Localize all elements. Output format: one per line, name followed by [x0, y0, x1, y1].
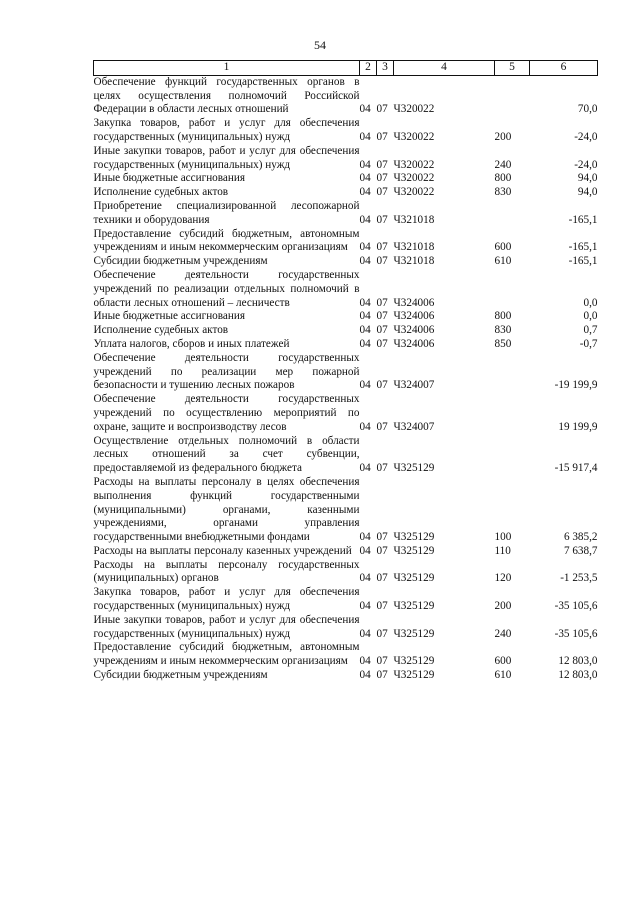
- row-description: Субсидии бюджетным учреждениям: [93, 255, 268, 268]
- row-description: Субсидии бюджетным учреждениям: [93, 669, 268, 682]
- table-row: [94, 614, 598, 642]
- row-subsection-code: 07: [376, 600, 388, 613]
- row-subsection-code: 07: [376, 531, 388, 544]
- row-amount: -19 199,9: [554, 379, 598, 392]
- row-target-article: Ч324007: [393, 420, 435, 433]
- row-amount: 19 199,9: [558, 420, 598, 433]
- table-row: [94, 669, 598, 683]
- row-expense-type: [495, 269, 530, 310]
- row-subsection-code: 07: [376, 379, 388, 392]
- row-subsection-code: 07: [376, 655, 388, 668]
- row-target-article: Ч325129: [393, 531, 435, 544]
- row-expense-type: 100: [494, 531, 512, 544]
- budget-table: [93, 60, 598, 683]
- column-header-6: 6: [530, 61, 598, 76]
- row-section-code: 04: [359, 531, 371, 544]
- row-amount: 12 803,0: [558, 669, 598, 682]
- table-row: [94, 559, 598, 587]
- row-section-code: 04: [359, 296, 371, 309]
- table-row: [94, 435, 598, 476]
- row-expense-type: 610: [494, 255, 512, 268]
- row-amount: 0,0: [583, 296, 598, 309]
- row-subsection-code: 07: [376, 186, 388, 199]
- row-subsection-code: 07: [376, 158, 388, 171]
- row-section-code: 04: [359, 130, 371, 143]
- table-row: [94, 75, 598, 117]
- row-section-code: 04: [359, 420, 371, 433]
- table-row: [94, 545, 598, 559]
- row-expense-type: 800: [494, 172, 512, 185]
- row-expense-type: 600: [494, 655, 512, 668]
- table-row: [94, 117, 598, 145]
- row-amount: 70,0: [577, 103, 598, 116]
- row-subsection-code: 07: [376, 310, 388, 323]
- row-description: Уплата налогов, сборов и иных платежей: [93, 337, 290, 350]
- row-target-article: Ч324006: [393, 324, 435, 337]
- table-row: [94, 269, 598, 310]
- column-header-3: 3: [377, 61, 394, 76]
- row-section-code: 04: [359, 544, 371, 557]
- row-description: Исполнение судебных актов: [93, 324, 229, 337]
- row-target-article: Ч320022: [393, 186, 435, 199]
- row-target-article: Ч321018: [393, 255, 435, 268]
- row-section-code: 04: [359, 337, 371, 350]
- row-subsection-code: 07: [376, 255, 388, 268]
- row-amount: -35 105,6: [554, 600, 598, 613]
- row-subsection-code: 07: [376, 669, 388, 682]
- row-target-article: Ч325129: [393, 655, 435, 668]
- row-target-article: Ч320022: [393, 130, 435, 143]
- row-section-code: 04: [359, 213, 371, 226]
- row-amount: 0,7: [583, 324, 598, 337]
- table-row: [94, 476, 598, 545]
- row-section-code: 04: [359, 655, 371, 668]
- table-header-row: [94, 61, 598, 76]
- row-section-code: 04: [359, 324, 371, 337]
- table-row: [94, 310, 598, 324]
- table-row: [94, 393, 598, 434]
- row-subsection-code: 07: [376, 241, 388, 254]
- row-description: Обеспечение деятельности государственных учреждений по реализации отдельных полномочий в области лесных отношений – лесничеств: [93, 268, 360, 309]
- row-expense-type: 850: [494, 337, 512, 350]
- table-row: [94, 145, 598, 173]
- row-description: Обеспечение деятельности государственных учреждений по реализации мер пожарной безопасности и тушению лесных пожаров: [93, 351, 360, 392]
- row-section-code: 04: [359, 572, 371, 585]
- row-amount: -1 253,5: [560, 572, 598, 585]
- row-description: Осуществление отдельных полномочий в области лесных отношений за счет субвенции, предоставляемой из федерального бюджета: [93, 434, 360, 475]
- row-description: Закупка товаров, работ и услуг для обеспечения государственных (муниципальных) нужд: [93, 117, 360, 143]
- row-section-code: 04: [359, 255, 371, 268]
- row-target-article: Ч325129: [393, 572, 435, 585]
- row-target-article: Ч321018: [393, 213, 435, 226]
- row-expense-type: 200: [494, 130, 512, 143]
- row-subsection-code: 07: [376, 462, 388, 475]
- row-target-article: Ч321018: [393, 241, 435, 254]
- column-header-2: 2: [360, 61, 377, 76]
- row-section-code: 04: [359, 103, 371, 116]
- row-section-code: 04: [359, 186, 371, 199]
- row-amount: 94,0: [577, 172, 598, 185]
- row-expense-type: 610: [494, 669, 512, 682]
- row-expense-type: [495, 435, 530, 476]
- row-description: Обеспечение функций государственных органов в целях осуществления полномочий Российской Федерации в области лесных отношений: [93, 75, 360, 116]
- table-row: [94, 324, 598, 338]
- row-subsection-code: 07: [376, 296, 388, 309]
- row-subsection-code: 07: [376, 213, 388, 226]
- row-expense-type: 200: [494, 600, 512, 613]
- row-amount: -24,0: [574, 130, 598, 143]
- column-header-1: 1: [94, 61, 360, 76]
- table-row: [94, 186, 598, 200]
- page-number: 54: [314, 38, 326, 52]
- row-description: Иные бюджетные ассигнования: [93, 172, 245, 185]
- row-amount: -165,1: [568, 241, 598, 254]
- row-expense-type: 110: [494, 544, 511, 557]
- row-expense-type: [495, 200, 530, 228]
- table-row: [94, 255, 598, 269]
- row-target-article: Ч324006: [393, 337, 435, 350]
- column-header-5: 5: [495, 61, 530, 76]
- row-expense-type: 240: [494, 158, 512, 171]
- row-subsection-code: 07: [376, 420, 388, 433]
- row-subsection-code: 07: [376, 103, 388, 116]
- row-target-article: Ч325129: [393, 544, 435, 557]
- row-subsection-code: 07: [376, 627, 388, 640]
- row-target-article: Ч325129: [393, 600, 435, 613]
- row-amount: -165,1: [568, 213, 598, 226]
- row-amount: 7 638,7: [563, 544, 598, 557]
- row-subsection-code: 07: [376, 130, 388, 143]
- row-subsection-code: 07: [376, 324, 388, 337]
- row-expense-type: 800: [494, 310, 512, 323]
- row-description: Расходы на выплаты персоналу государственных (муниципальных) органов: [93, 558, 360, 585]
- row-section-code: 04: [359, 310, 371, 323]
- row-amount: 12 803,0: [558, 655, 598, 668]
- row-section-code: 04: [359, 627, 371, 640]
- row-description: Приобретение специализированной лесопожарной техники и оборудования: [93, 199, 360, 226]
- row-target-article: Ч324006: [393, 296, 435, 309]
- row-expense-type: 240: [494, 627, 512, 640]
- row-target-article: Ч320022: [393, 103, 435, 116]
- table-body: [94, 75, 598, 683]
- row-target-article: Ч325129: [393, 462, 435, 475]
- row-description: Обеспечение деятельности государственных учреждений по осуществлению мероприятий по охране, защите и воспроизводству лесов: [93, 393, 360, 433]
- table-row: [94, 586, 598, 614]
- table-row: [94, 352, 598, 393]
- row-section-code: 04: [359, 462, 371, 475]
- row-amount: 94,0: [577, 186, 598, 199]
- column-header-4: 4: [394, 61, 495, 76]
- row-expense-type: 830: [494, 324, 512, 337]
- row-subsection-code: 07: [376, 337, 388, 350]
- row-amount: -0,7: [579, 337, 598, 350]
- row-subsection-code: 07: [376, 172, 388, 185]
- table-row: [94, 641, 598, 669]
- row-section-code: 04: [359, 600, 371, 613]
- table-row: [94, 228, 598, 256]
- row-target-article: Ч325129: [393, 669, 435, 682]
- row-section-code: 04: [359, 669, 371, 682]
- row-section-code: 04: [359, 158, 371, 171]
- row-expense-type: 120: [494, 572, 512, 585]
- row-description: Иные закупки товаров, работ и услуг для обеспечения государственных (муниципальных) нужд: [93, 613, 360, 640]
- row-amount: -15 917,4: [554, 462, 598, 475]
- row-description: Расходы на выплаты персоналу в целях обеспечения выполнения функций государственными (муниципальными) органами, казенными учреждениями, органами управления государственными внебюджетными фондами: [93, 475, 360, 544]
- row-section-code: 04: [359, 172, 371, 185]
- row-description: Предоставление субсидий бюджетным, автономным учреждениям и иным некоммерческим организациям: [93, 227, 360, 254]
- row-expense-type: 830: [494, 186, 512, 199]
- row-section-code: 04: [359, 379, 371, 392]
- row-expense-type: 600: [494, 241, 512, 254]
- row-target-article: Ч320022: [393, 172, 435, 185]
- row-description: Иные бюджетные ассигнования: [93, 310, 245, 323]
- row-subsection-code: 07: [376, 572, 388, 585]
- row-amount: -35 105,6: [554, 627, 598, 640]
- row-section-code: 04: [359, 241, 371, 254]
- row-expense-type: [495, 393, 530, 434]
- table-row: [94, 172, 598, 186]
- row-description: Предоставление субсидий бюджетным, автономным учреждениям и иным некоммерческим организациям: [93, 641, 360, 668]
- row-amount: -165,1: [568, 255, 598, 268]
- row-description: Иные закупки товаров, работ и услуг для обеспечения государственных (муниципальных) нужд: [93, 144, 360, 171]
- row-expense-type: [495, 352, 530, 393]
- row-amount: -24,0: [574, 158, 598, 171]
- row-amount: 0,0: [583, 310, 598, 323]
- table-row: [94, 200, 598, 228]
- row-description: Закупка товаров, работ и услуг для обеспечения государственных (муниципальных) нужд: [93, 586, 360, 613]
- row-target-article: Ч324007: [393, 379, 435, 392]
- row-description: Расходы на выплаты персоналу казенных учреждений: [93, 544, 352, 557]
- row-description: Исполнение судебных актов: [93, 186, 229, 199]
- table-row: [94, 338, 598, 352]
- row-target-article: Ч324006: [393, 310, 435, 323]
- row-subsection-code: 07: [376, 544, 388, 557]
- row-target-article: Ч320022: [393, 158, 435, 171]
- row-amount: 6 385,2: [563, 531, 598, 544]
- row-expense-type: [495, 75, 530, 117]
- row-target-article: Ч325129: [393, 627, 435, 640]
